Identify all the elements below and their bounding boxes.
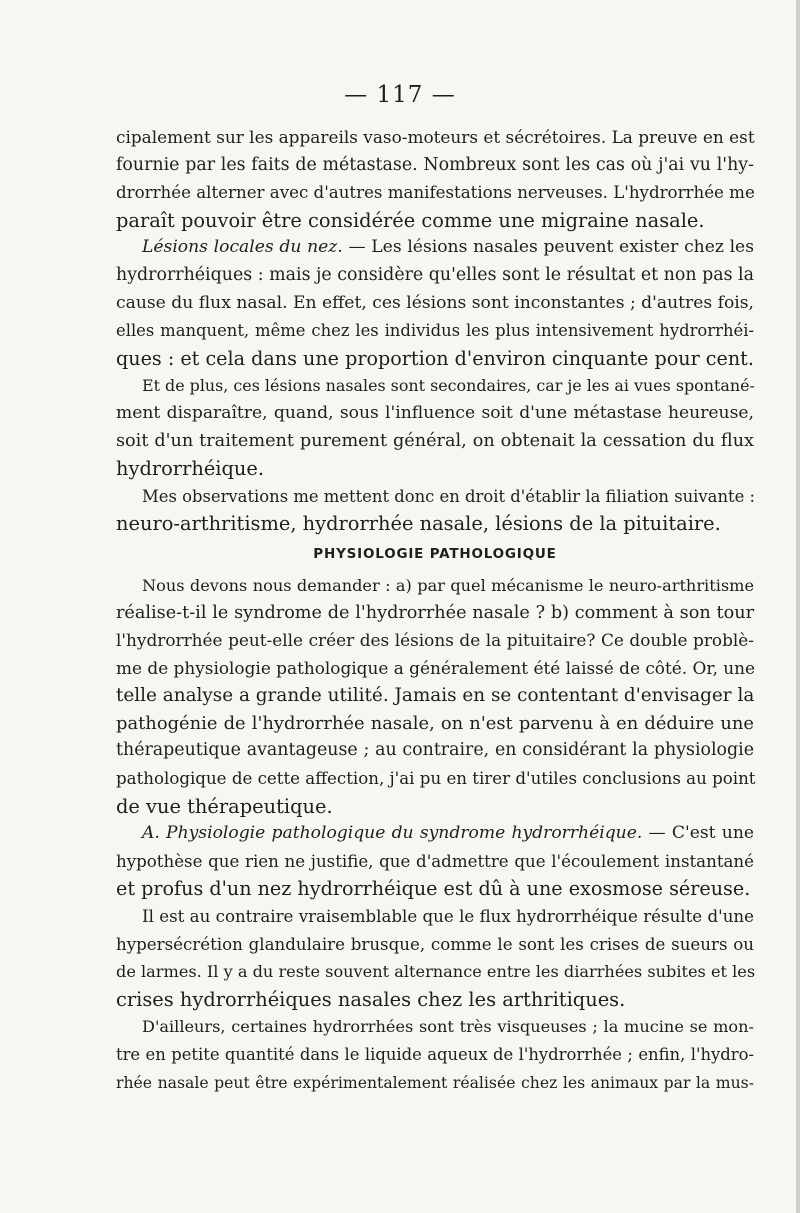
paragraph [116, 903, 754, 1013]
paragraph [116, 1013, 754, 1096]
text-line: l'hydrorrhée peut-elle créer des lésions de la pituitaire? Ce double problè- [116, 630, 754, 651]
text-line: pathologique de cette affection, j'ai pu en tirer d'utiles conclusions au point [116, 769, 756, 789]
text-line: ques : et cela dans une proportion d'environ cinquante pour cent. [116, 346, 754, 370]
section-heading: PHYSIOLOGIE PATHOLOGIQUE [313, 545, 557, 562]
paragraph [116, 483, 754, 538]
paragraph [116, 572, 754, 820]
text-line: Mes observations me mettent donc en droit d'établir la filiation suivante : [142, 486, 756, 506]
text-line: ment disparaître, quand, sous l'influence soit d'une métastase heureuse, [116, 402, 754, 423]
text-line: hypothèse que rien ne justifie, que d'admettre que l'écoulement instantané [116, 851, 754, 871]
body-text [116, 124, 754, 1096]
text-line: neuro-arthritisme, hydrorrhée nasale, lésions de la pituitaire. [116, 512, 721, 536]
text-line: réalise-t-il le syndrome de l'hydrorrhée nasale ? b) comment à son tour [116, 602, 754, 623]
text-line: cause du flux nasal. En effet, ces lésions sont inconstantes ; d'autres fois, [116, 292, 754, 313]
text-line: pathogénie de l'hydrorrhée nasale, on n'est parvenu à en déduire une [116, 712, 754, 734]
text-line: paraît pouvoir être considérée comme une migraine nasale. [116, 208, 705, 232]
text-line: D'ailleurs, certaines hydrorrhées sont très visqueuses ; la mucine se mon- [142, 1017, 754, 1037]
section-title: A. Physiologie pathologique du syndrome hydrorrhéique. [142, 823, 643, 844]
text-line: A. Physiologie pathologique du syndrome hydrorrhéique. — C'est une [142, 823, 755, 844]
text-line: drorrhée alterner avec d'autres manifestations nerveuses. L'hydrorrhée me [116, 183, 755, 203]
text-line: hydrorrhéiques : mais je considère qu'elles sont le résultat et non pas la [116, 264, 754, 285]
text-line: Il est au contraire vraisemblable que le flux hydrorrhéique résulte d'une [142, 907, 754, 927]
text-line: cipalement sur les appareils vaso-moteurs et sécrétoires. La preuve en est [116, 127, 755, 147]
page-edge [796, 0, 800, 1213]
text-line: crises hydrorrhéiques nasales chez les arthritiques. [116, 987, 626, 1011]
paragraph [116, 234, 754, 372]
text-line: et profus d'un nez hydrorrhéique est dû à une exosmose séreuse. [116, 877, 751, 901]
text-line: hypersécrétion glandulaire brusque, comme le sont les crises de sueurs ou [116, 934, 754, 954]
text-line: Lésions locales du nez. — Les lésions nasales peuvent exister chez les [142, 237, 754, 258]
paragraph [116, 372, 754, 482]
text-line: me de physiologie pathologique a généralement été laissé de côté. Or, une [116, 657, 756, 678]
text-line: fournie par les faits de métastase. Nombreux sont les cas où j'ai vu l'hy- [116, 154, 754, 175]
text-line: de larmes. Il y a du reste souvent alternance entre les diarrhées subites et les [116, 962, 756, 982]
paragraph [116, 124, 754, 234]
text-line: thérapeutique avantageuse ; au contraire, en considérant la physiologie [116, 740, 754, 761]
text-line: elles manquent, même chez les individus les plus intensivement hydrorrhéi- [116, 321, 754, 341]
text-line: de vue thérapeutique. [116, 794, 333, 818]
text-line: hydrorrhéique. [116, 457, 265, 481]
text-line: telle analyse a grande utilité. Jamais en se contentant d'envisager la [116, 685, 755, 707]
paragraph [116, 820, 754, 903]
text-line: rhée nasale peut être expérimentalement réalisée chez les animaux par la mus- [116, 1072, 754, 1092]
page-number: — 117 — [344, 82, 456, 108]
text-line: Nous devons nous demander : a) par quel mécanisme le neuro-arthritisme [142, 575, 754, 595]
text-line: soit d'un traitement purement général, on obtenait la cessation du flux [116, 430, 754, 451]
section-title: Lésions locales du nez. [142, 237, 343, 258]
text-line: Et de plus, ces lésions nasales sont secondaires, car je les ai vues spontané- [142, 376, 755, 396]
text-line: tre en petite quantité dans le liquide aqueux de l'hydrorrhée ; enfin, l'hydro- [116, 1045, 754, 1064]
